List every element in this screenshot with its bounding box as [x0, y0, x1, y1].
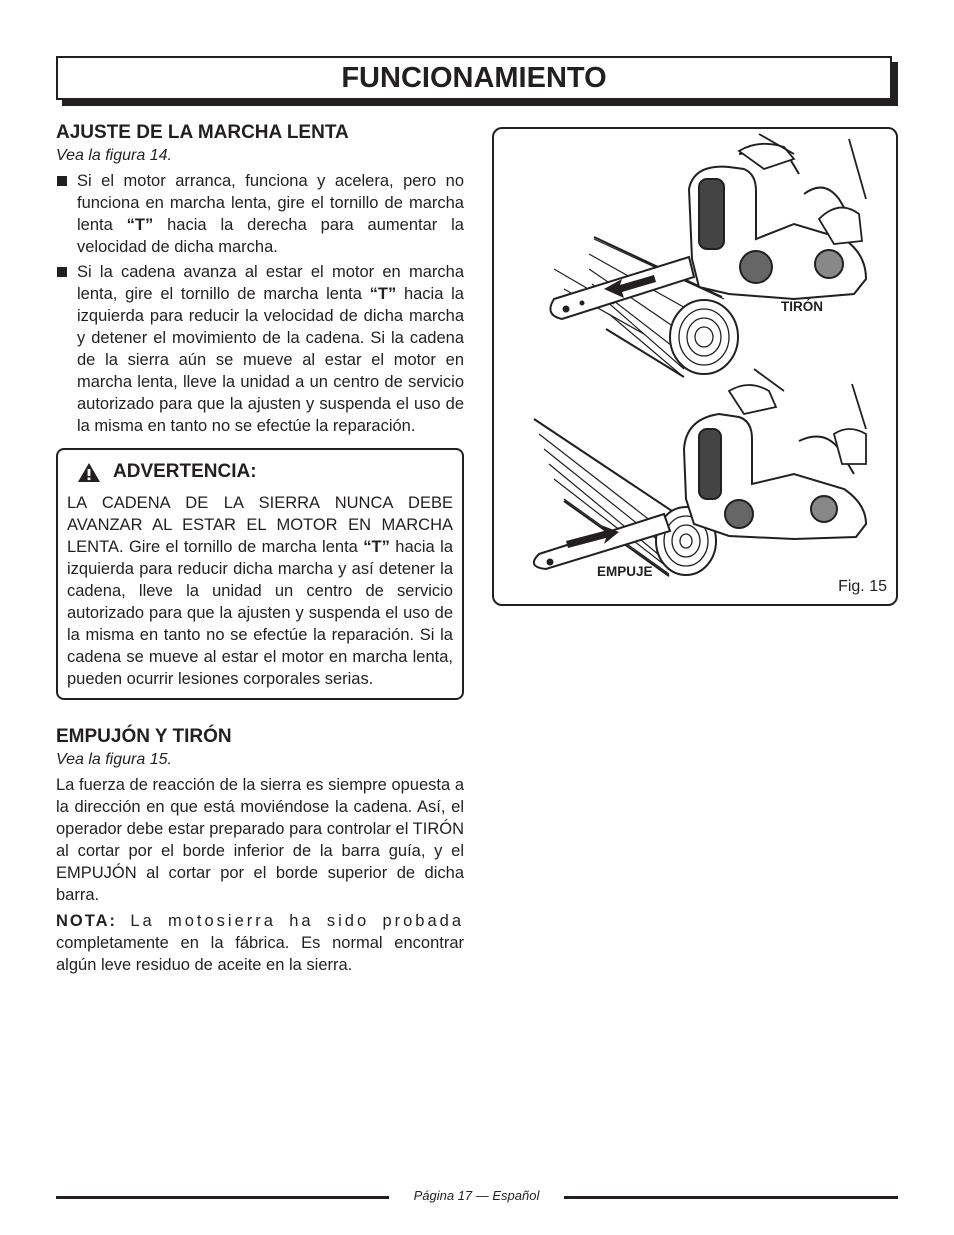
- footer-rule-right: [564, 1196, 898, 1199]
- page-title: FUNCIONAMIENTO: [56, 56, 892, 100]
- left-column: [56, 120, 464, 976]
- note-label: NOTA:: [56, 912, 118, 930]
- section-heading-push-pull: EMPUJÓN Y TIRÓN: [56, 726, 232, 747]
- figure-label-push: EMPUJE: [597, 564, 653, 579]
- list-item: Si el motor arranca, funciona y acelera, pero no funciona en marcha lenta, gire el tornillo de marcha lenta “T” hacia la derecha para aumentar la velocidad de dicha marcha.: [56, 170, 464, 258]
- page-footer: Página 17 — Español: [413, 1188, 540, 1203]
- warning-heading-row: [77, 460, 453, 484]
- log-end-top: [670, 300, 738, 374]
- warning-heading: ADVERTENCIA:: [113, 461, 257, 482]
- page-title-banner: [56, 56, 898, 106]
- chainsaw-illustration: [494, 129, 896, 604]
- note-paragraph: NOTA: La motosierra ha sido probada completamente en la fábrica. Es normal encontrar algún leve residuo de aceite en la sierra.: [56, 912, 464, 974]
- warning-triangle-icon: [77, 462, 101, 483]
- footer-rule-left: [56, 1196, 389, 1199]
- figure-label-pull: TIRÓN: [781, 299, 823, 314]
- push-pull-paragraph: La fuerza de reacción de la sierra es siempre opuesta a la dirección en que está moviéndose la cadena. Así, el operador debe estar preparado para controlar el TIRÓN al cortar por el borde inferior de la barra guía, y el EMPUJÓN al cortar por el borde superior de dicha barra.: [56, 776, 464, 904]
- bullet-list: [56, 170, 464, 437]
- see-figure-14: Vea la figura 14.: [56, 147, 172, 164]
- section-push-pull: [56, 724, 464, 976]
- square-bullet-icon: [57, 267, 67, 277]
- square-bullet-icon: [57, 176, 67, 186]
- warning-text: LA CADENA DE LA SIERRA NUNCA DEBE AVANZAR AL ESTAR EL MOTOR EN MARCHA LENTA. Gire el tornillo de marcha lenta “T” hacia la izquierda para reducir dicha marcha y así detener la cadena, lleve la unidad un centro de servicio autorizado para que la ajusten y suspenda el uso de la misma en tanto no se efectúe la reparación. Si la cadena se mueve al estar el motor en marcha lenta, pueden ocurrir lesiones corporales serias.: [67, 494, 453, 688]
- figure-caption: Fig. 15: [838, 578, 887, 595]
- see-figure-15: Vea la figura 15.: [56, 751, 172, 768]
- warning-box: [56, 448, 464, 700]
- section-heading-idle-adjust: AJUSTE DE LA MARCHA LENTA: [56, 122, 349, 143]
- figure-15: [492, 127, 898, 606]
- list-item: Si la cadena avanza al estar el motor en marcha lenta, gire el tornillo de marcha lenta “T” hacia la izquierda para reducir la velocidad de dicha marcha y detener el movimiento de la cadena. Si la cadena de la sierra aún se mueve al estar el motor en marcha lenta, lleve la unidad a un centro de servicio autorizado para que la ajusten y suspenda el uso de la misma en tanto no se efectúe la reparación.: [56, 261, 464, 437]
